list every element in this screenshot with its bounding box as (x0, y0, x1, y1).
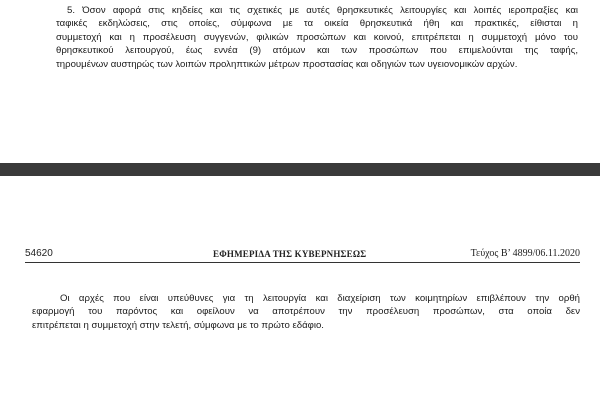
page-bottom (0, 176, 600, 412)
page-separator (0, 163, 600, 176)
paragraph-line: Οι αρχές που είναι υπεύθυνες για τη λειτουργία και διαχείριση των κοιμητηρίων επιβλέπουν την ορθή (60, 293, 580, 304)
paragraph-line: 5. Όσον αφορά στις κηδείες και τις σχετικές με αυτές θρησκευτικές λειτουργίες και λοιπές ιεροπραξίες και (67, 5, 578, 16)
paragraph-line: εφαρμογή του παρόντος και οφείλουν να αποτρέπουν την προσέλευση προσώπων, στα οποία δεν (32, 306, 580, 318)
page-header (25, 248, 580, 263)
paragraph-line: συμμετοχή και η προσέλευση συγγενών, φιλικών προσώπων και κοινού, επιτρέπεται η συμμετοχή μόνο του (56, 31, 578, 43)
issue-number: Τεύχος Β’ 4899/06.11.2020 (470, 248, 580, 259)
gazette-title: ΕΦΗΜΕΡΙΔΑ ΤΗΣ ΚΥΒΕΡΝΗΣΕΩΣ (213, 249, 367, 259)
paragraph-line: επιτρέπεται η συμμετοχή στην τελετή, σύμφωνα με το πρώτο εδάφιο. (32, 319, 324, 331)
cemetery-paragraph (32, 292, 580, 332)
paragraph-line: ταφικές εκδηλώσεις, στις οποίες, σύμφωνα με τα οικεία θρησκευτικά ήθη και πρακτικές, είθισται η (56, 18, 578, 30)
page-top (0, 0, 600, 163)
paragraph-5 (56, 4, 578, 71)
paragraph-line: τηρουμένων αυστηρώς των λοιπών προληπτικών μέτρων προστασίας και οδηγιών των υγειονομικών αρχών. (56, 58, 518, 70)
paragraph-line: θρησκευτικού λειτουργού, έως εννέα (9) ατόμων και των προσώπων που επιμελούνται της ταφής, (56, 45, 578, 57)
page-number: 54620 (25, 248, 53, 259)
